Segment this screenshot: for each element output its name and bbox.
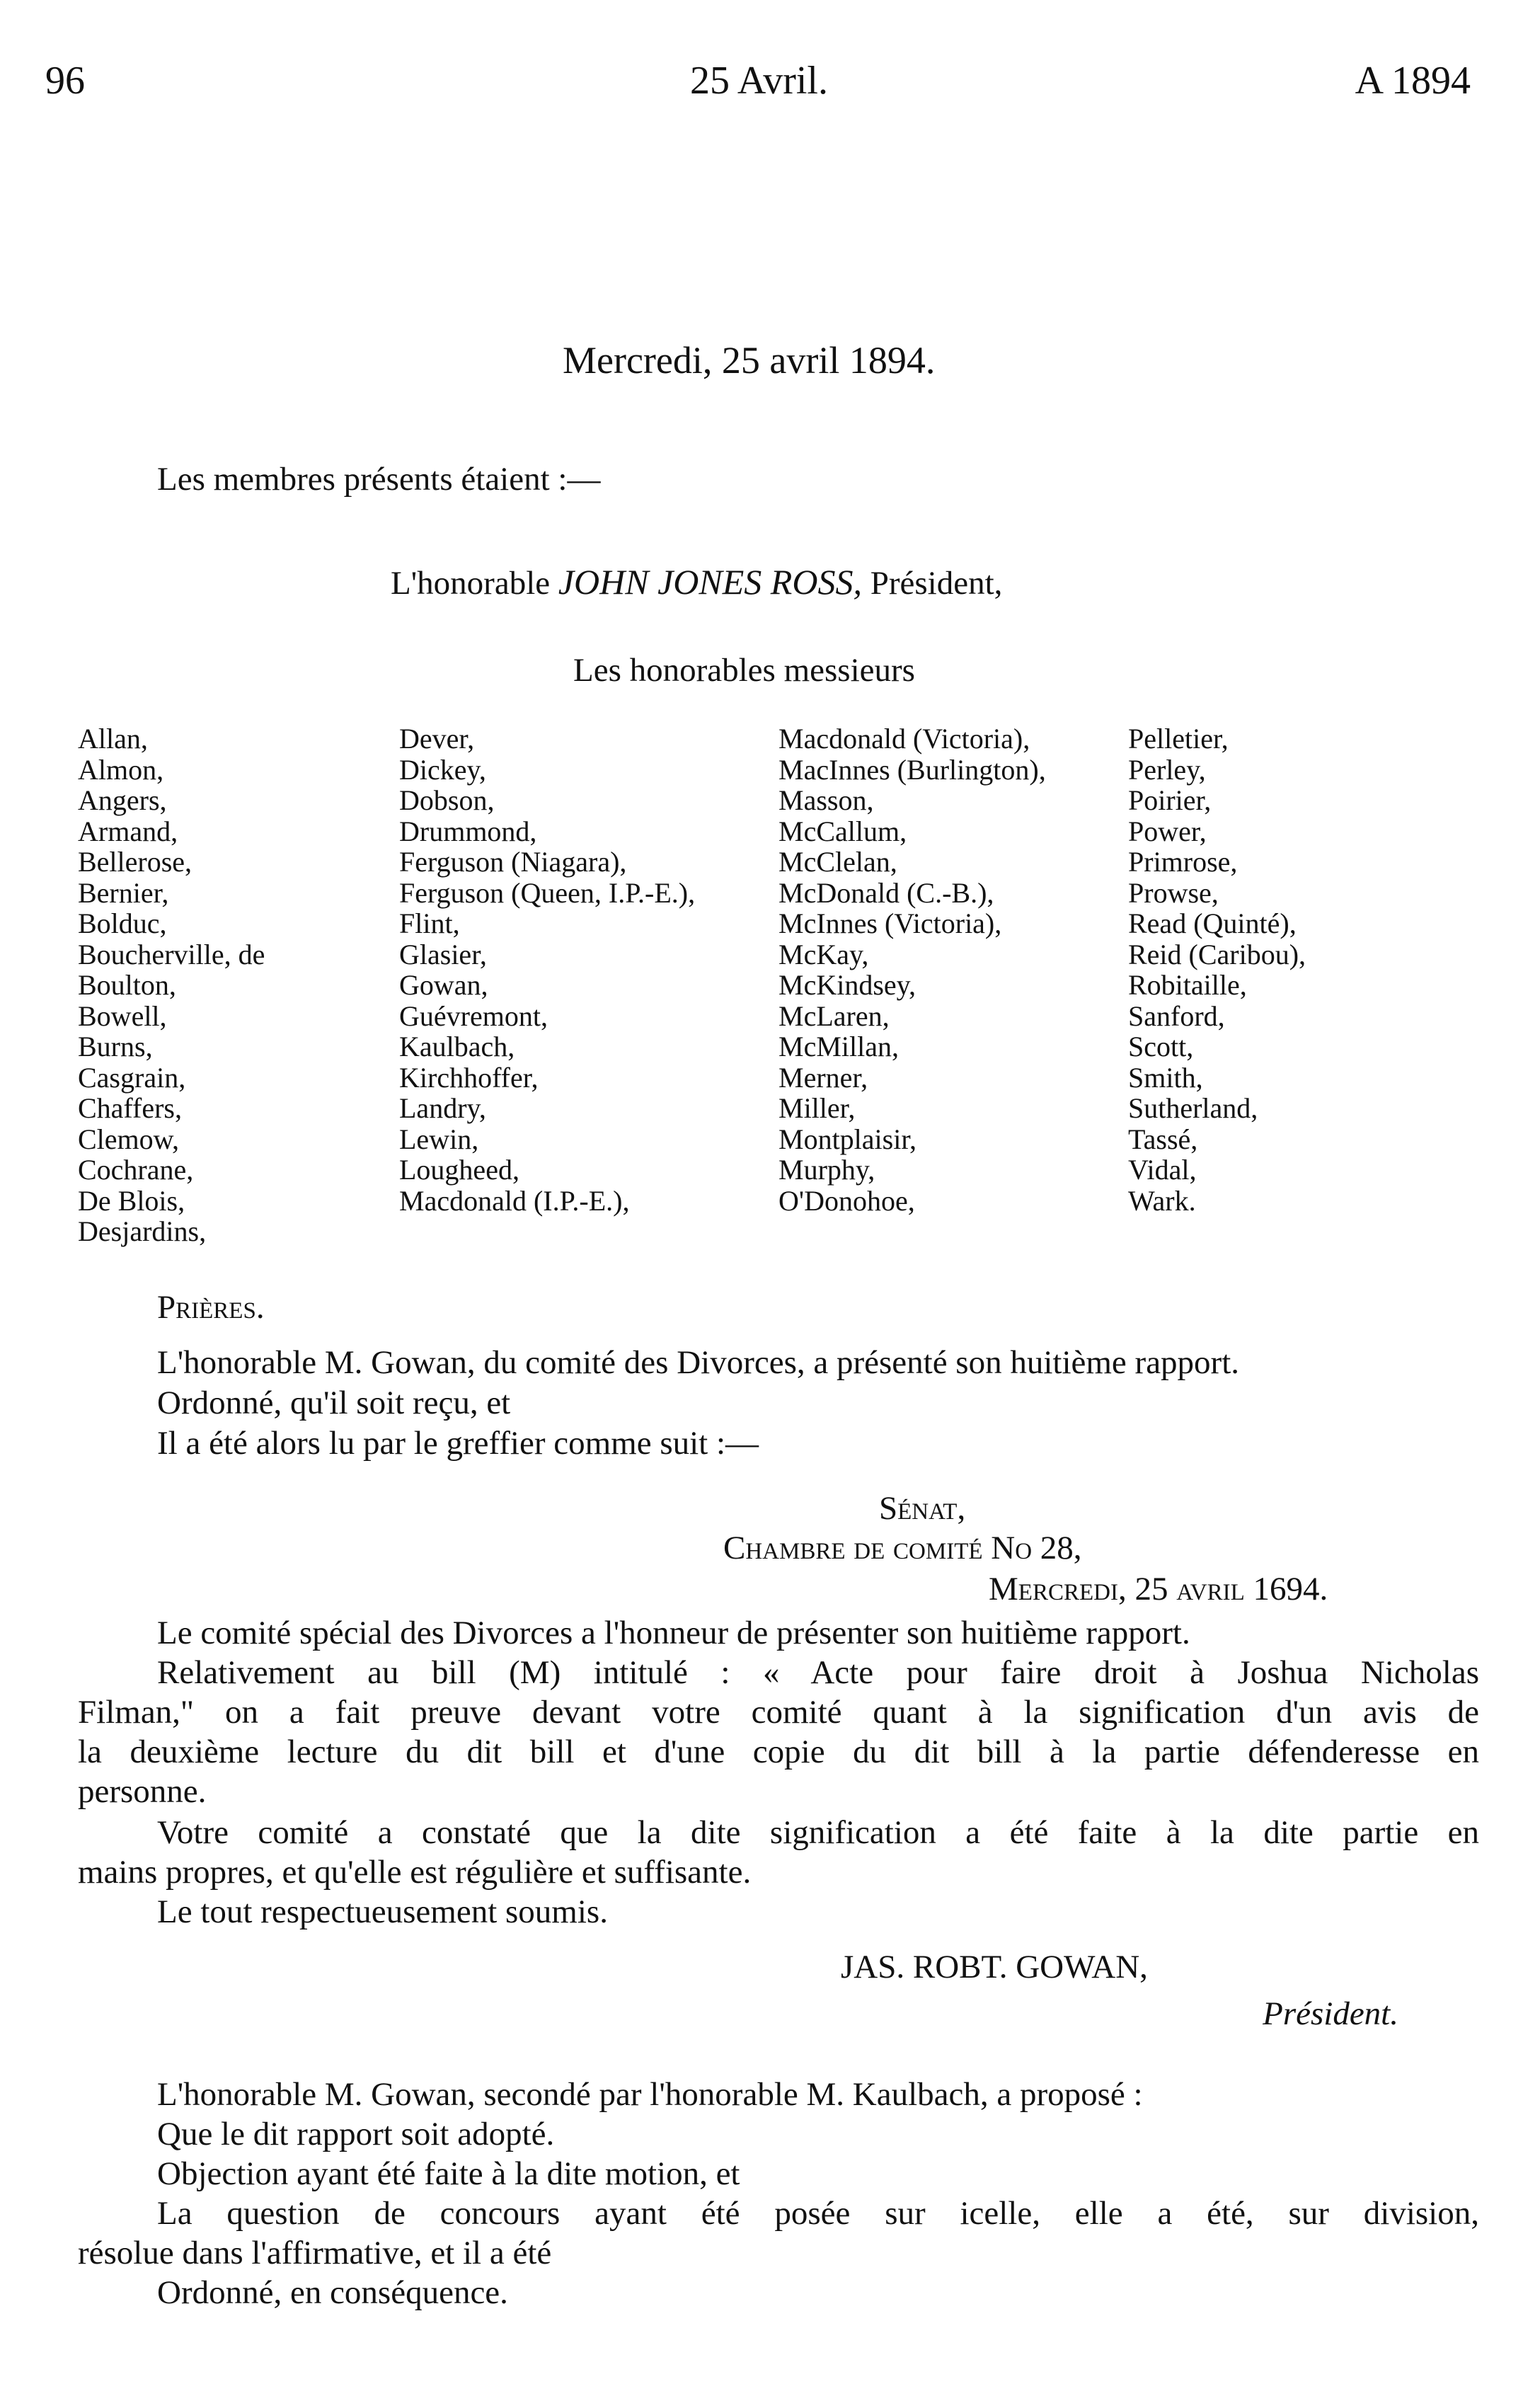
member-name: Bowell,: [78, 999, 167, 1032]
member-name: McKay,: [778, 938, 869, 970]
member-name: Miller,: [778, 1092, 856, 1124]
member-name: Kirchhoffer,: [399, 1061, 539, 1094]
member-name: Chaffers,: [78, 1092, 182, 1124]
member-name: Masson,: [778, 784, 874, 816]
member-name: Flint,: [399, 907, 460, 939]
report-paragraph-3-line-2: mains propres, et qu'elle est régulière et suffisante.: [78, 1854, 752, 1891]
member-name: Primrose,: [1128, 846, 1238, 878]
member-name: Scott,: [1128, 1031, 1194, 1062]
member-name: Lewin,: [399, 1123, 479, 1155]
member-name: Burns,: [78, 1031, 153, 1062]
member-name: Bellerose,: [78, 846, 192, 878]
member-name: Ferguson (Niagara),: [399, 846, 627, 878]
member-name: Boulton,: [78, 969, 176, 1001]
report-paragraph-3-line-1: Votre comité a constaté que la dite signification a été faite à la dite partie en: [157, 1814, 1479, 1851]
member-name: Drummond,: [399, 815, 537, 847]
member-name: Dobson,: [399, 784, 495, 816]
header-date: 25 Avril.: [690, 59, 828, 103]
members-column-1: [78, 723, 265, 1247]
report-paragraph-2-line-3: la deuxième lecture du dit bill et d'une copie du dit bill à la partie défenderesse en: [78, 1733, 1479, 1770]
president-prefix: L'honorable: [391, 565, 551, 602]
member-name: Wark.: [1128, 1184, 1196, 1217]
member-name: Pelletier,: [1128, 723, 1229, 755]
member-name: Poirier,: [1128, 784, 1212, 816]
member-name: Macdonald (I.P.-E.),: [399, 1184, 630, 1217]
member-name: De Blois,: [78, 1184, 185, 1217]
report-paragraph-2-line-1: Relativement au bill (M) intitulé : « Acte pour faire droit à Joshua Nicholas: [157, 1654, 1479, 1691]
member-name: McClelan,: [778, 846, 897, 878]
member-name: Cochrane,: [78, 1154, 194, 1186]
report-presented: L'honorable M. Gowan, du comité des Divorces, a présenté son huitième rapport.: [157, 1344, 1240, 1381]
member-name: Sanford,: [1128, 999, 1225, 1032]
member-name: McCallum,: [778, 815, 907, 847]
member-name: Vidal,: [1128, 1154, 1197, 1186]
member-name: Merner,: [778, 1061, 868, 1094]
president-name: JOHN JONES ROSS,: [558, 562, 862, 602]
member-name: Almon,: [78, 753, 164, 786]
motion-line-1: L'honorable M. Gowan, secondé par l'honorable M. Kaulbach, a proposé :: [157, 2076, 1143, 2113]
member-name: Perley,: [1128, 753, 1206, 786]
member-name: Gowan,: [399, 969, 488, 1001]
member-name: Desjardins,: [78, 1215, 207, 1247]
motion-line-3: Objection ayant été faite à la dite motion, et: [157, 2155, 740, 2192]
member-name: Armand,: [78, 815, 178, 847]
member-name: Guévremont,: [399, 999, 548, 1032]
member-name: O'Donohoe,: [778, 1184, 915, 1217]
member-name: McInnes (Victoria),: [778, 907, 1002, 939]
report-chamber: Chambre de comité No 28,: [723, 1530, 1082, 1566]
sitting-date: Mercredi, 25 avril 1894.: [563, 339, 936, 382]
motion-line-2: Que le dit rapport soit adopté.: [157, 2116, 555, 2152]
member-name: Montplaisir,: [778, 1123, 917, 1155]
member-name: Sutherland,: [1128, 1092, 1258, 1124]
report-paragraph-1: Le comité spécial des Divorces a l'honneur de présenter son huitième rapport.: [157, 1615, 1190, 1651]
report-signatory: JAS. ROBT. GOWAN,: [841, 1949, 1148, 1985]
report-senat: Sénat,: [879, 1490, 966, 1527]
report-date: Mercredi, 25 avril 1694.: [989, 1571, 1328, 1607]
motion-line-4-cont: résolue dans l'affirmative, et il a été: [78, 2235, 552, 2271]
member-name: MacInnes (Burlington),: [778, 753, 1046, 786]
member-name: Landry,: [399, 1092, 486, 1124]
member-name: Bolduc,: [78, 907, 167, 939]
ordered-received: Ordonné, qu'il soit reçu, et: [157, 1384, 511, 1421]
member-name: Dickey,: [399, 753, 486, 786]
member-name: Read (Quinté),: [1128, 907, 1297, 939]
member-name: McLaren,: [778, 999, 890, 1032]
motion-line-4: La question de concours ayant été posée sur icelle, elle a été, sur division,: [157, 2195, 1479, 2232]
report-signatory-title: Président.: [1263, 1995, 1398, 2032]
member-name: Smith,: [1128, 1061, 1203, 1094]
member-name: Murphy,: [778, 1154, 875, 1186]
member-name: McDonald (C.-B.),: [778, 876, 994, 909]
report-paragraph-2-line-4: personne.: [78, 1773, 207, 1810]
members-column-2: [399, 723, 695, 1216]
honorables-heading: Les honorables messieurs: [573, 652, 915, 689]
member-name: Macdonald (Victoria),: [778, 723, 1030, 755]
member-name: Prowse,: [1128, 876, 1219, 909]
motion-line-5: Ordonné, en conséquence.: [157, 2274, 508, 2311]
member-name: Bernier,: [78, 876, 169, 909]
member-name: Robitaille,: [1128, 969, 1247, 1001]
page-number: 96: [45, 59, 85, 103]
member-name: McKindsey,: [778, 969, 916, 1001]
member-name: Reid (Caribou),: [1128, 938, 1306, 970]
report-paragraph-4: Le tout respectueusement soumis.: [157, 1893, 608, 1930]
member-name: Allan,: [78, 723, 148, 755]
member-name: Ferguson (Queen, I.P.-E.),: [399, 876, 696, 909]
member-name: Dever,: [399, 723, 475, 755]
prieres-heading: Prières.: [157, 1289, 265, 1326]
read-by-clerk: Il a été alors lu par le greffier comme suit :—: [157, 1425, 759, 1462]
member-name: Power,: [1128, 815, 1207, 847]
member-name: Boucherville, de: [78, 938, 265, 970]
member-name: McMillan,: [778, 1031, 899, 1062]
report-paragraph-2-line-2: Filman," on a fait preuve devant votre comité quant à la signification d'un avis de: [78, 1694, 1479, 1731]
member-name: Tassé,: [1128, 1123, 1198, 1155]
members-column-4: [1128, 723, 1306, 1216]
president-title: Président,: [870, 565, 1003, 602]
member-name: Glasier,: [399, 938, 487, 970]
members-column-3: [778, 723, 1046, 1216]
member-name: Casgrain,: [78, 1061, 186, 1094]
members-present-intro: Les membres présents étaient :—: [157, 461, 601, 498]
header-year: A 1894: [1355, 59, 1471, 103]
president-line: [391, 561, 1002, 602]
member-name: Clemow,: [78, 1123, 179, 1155]
member-name: Angers,: [78, 784, 167, 816]
member-name: Kaulbach,: [399, 1031, 515, 1062]
member-name: Lougheed,: [399, 1154, 519, 1186]
